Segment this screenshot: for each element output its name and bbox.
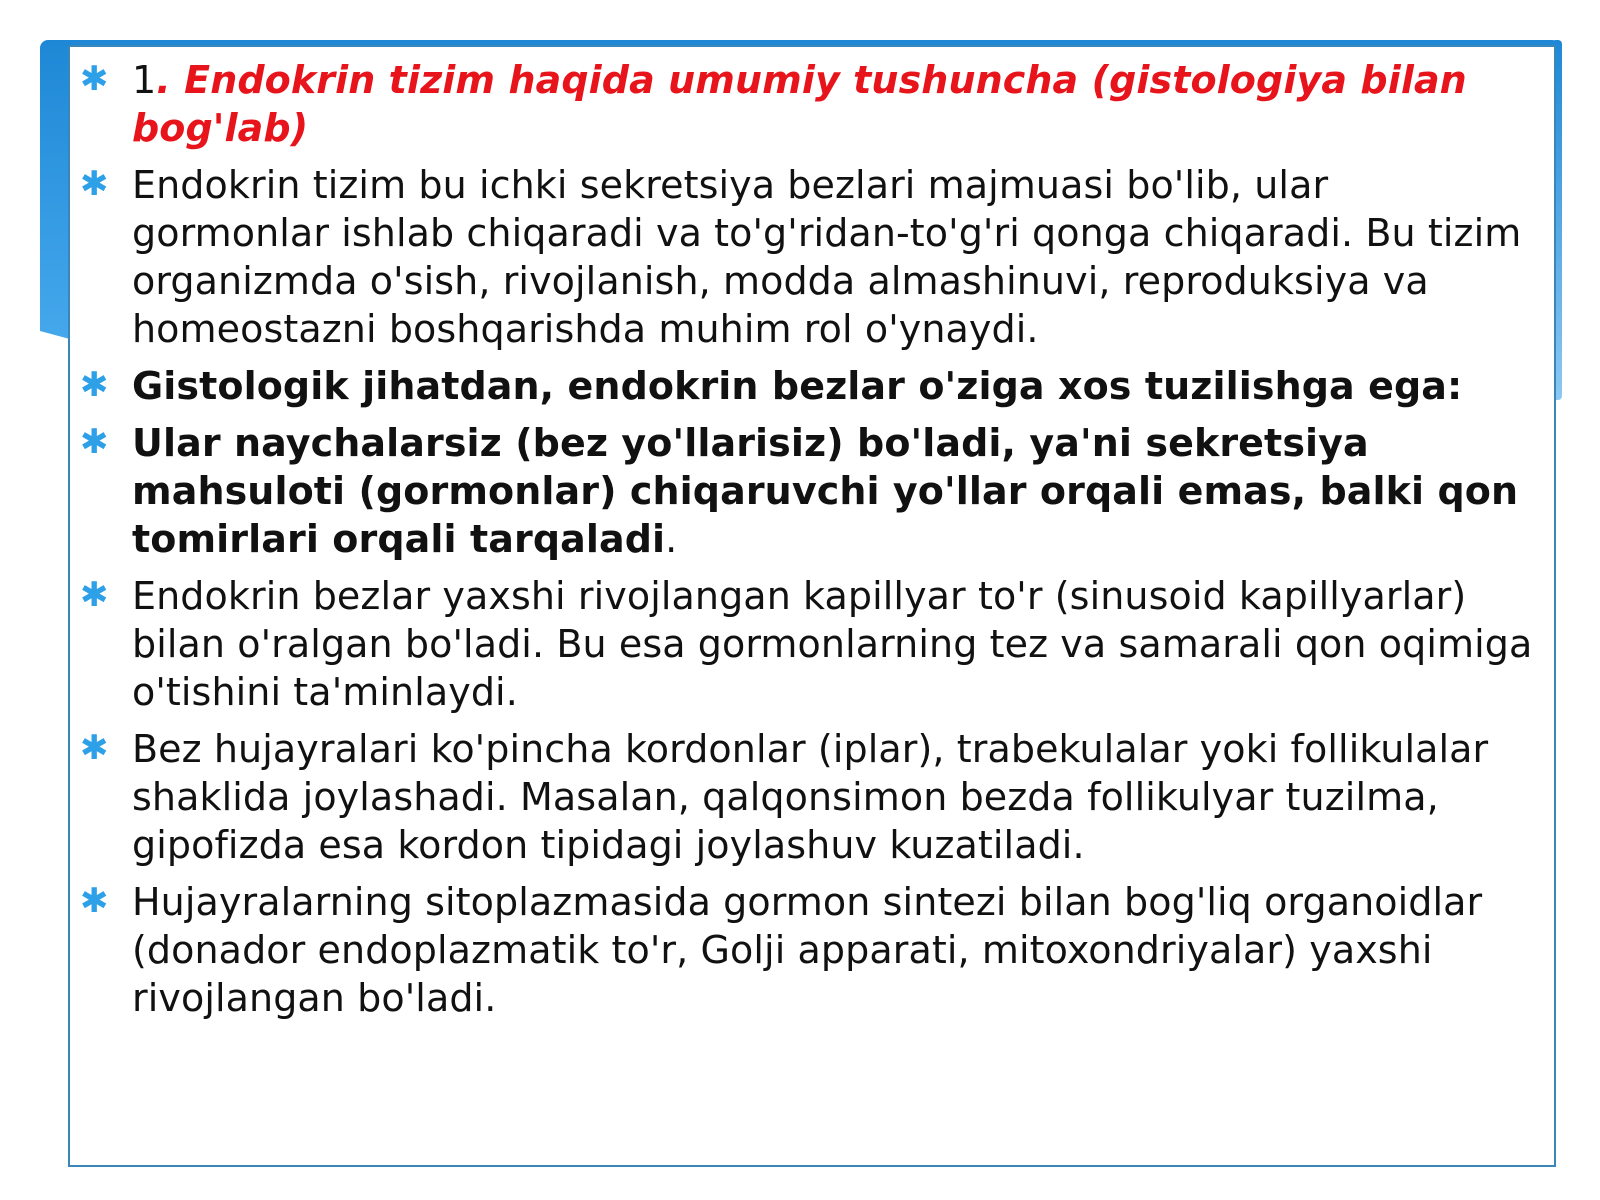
bullet-text-suffix: . [665, 517, 678, 561]
bullet-item-cell-arrangement [80, 725, 1537, 869]
asterisk-icon: ✱ [80, 422, 109, 462]
asterisk-icon: ✱ [80, 728, 109, 768]
section-heading: . Endokrin tizim haqida umumiy tushuncha (gistologiya bilan bog'lab) [132, 58, 1467, 150]
asterisk-icon: ✱ [80, 575, 109, 615]
bullet-item-heading [80, 56, 1537, 152]
bullet-text: Gistologik jihatdan, endokrin bezlar o'ziga xos tuzilishga ega: [132, 364, 1463, 408]
asterisk-icon: ✱ [80, 365, 109, 405]
asterisk-icon: ✱ [80, 59, 109, 99]
bullet-text: Endokrin bezlar yaxshi rivojlangan kapillyar to'r (sinusoid kapillyarlar) bilan o'ralgan bo'ladi. Bu esa gormonlarning tez va samarali qon oqimiga o'tishini ta'minlaydi. [132, 574, 1533, 714]
bullet-text: Endokrin tizim bu ichki sekretsiya bezlari majmuasi bo'lib, ular gormonlar ishlab chiqaradi va to'g'ridan-to'g'ri qonga chiqaradi. Bu tizim organizmda o'sish, rivojlanish, modda almashinuvi, reproduksiya va homeostazni boshqarishda muhim rol o'ynaydi. [132, 163, 1522, 351]
heading-number: 1 [132, 58, 157, 102]
bullet-item-capillaries [80, 572, 1537, 716]
bullet-item-organelles [80, 878, 1537, 1022]
asterisk-icon: ✱ [80, 881, 109, 921]
bullet-item-definition [80, 161, 1537, 353]
bullet-text: Ular naychalarsiz (bez yo'llarisiz) bo'ladi, ya'ni sekretsiya mahsuloti (gormonlar) chiqaruvchi yo'llar orqali emas, balki qon tomirlari orqali tarqaladi [132, 421, 1519, 561]
slide-bullet-list [80, 56, 1537, 1031]
asterisk-icon: ✱ [80, 164, 109, 204]
bullet-text: Bez hujayralari ko'pincha kordonlar (iplar), trabekulalar yoki follikulalar shaklida joylashadi. Masalan, qalqonsimon bezda follikulyar tuzilma, gipofizda esa kordon tipidagi joylashuv kuzatiladi. [132, 727, 1489, 867]
bullet-text: Hujayralarning sitoplazmasida gormon sintezi bilan bog'liq organoidlar (donador endoplazmatik to'r, Golji apparati, mitoxondriyalar) yaxshi rivojlangan bo'ladi. [132, 880, 1483, 1020]
bullet-item-histology-intro [80, 362, 1537, 410]
bullet-item-ductless [80, 419, 1537, 563]
